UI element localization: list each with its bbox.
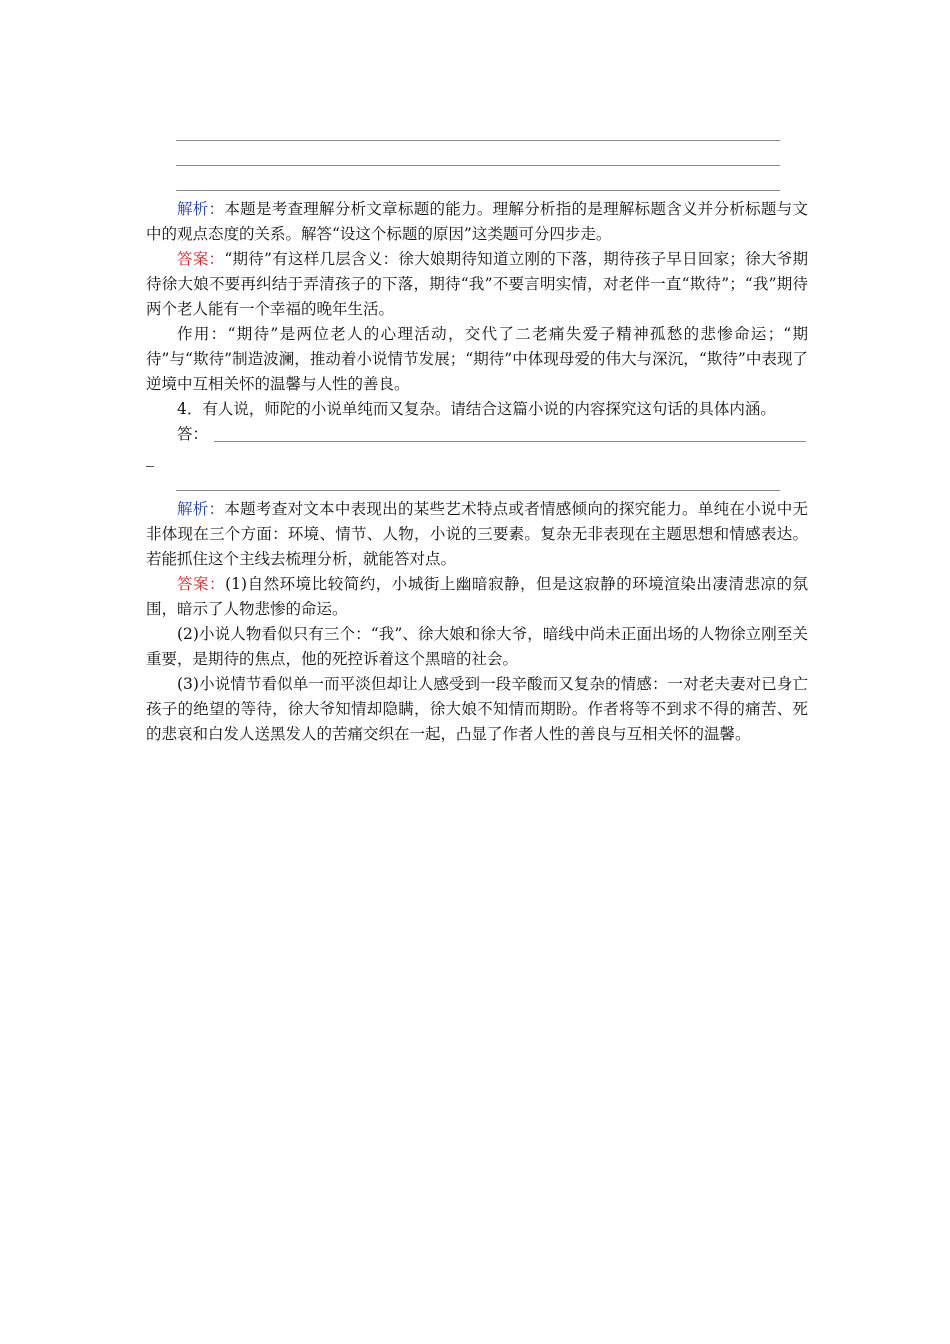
answer-point-3 — [146, 672, 808, 747]
question-4 — [146, 397, 808, 422]
answer-paragraph-1 — [146, 247, 808, 322]
answer-text-2: (2)小说人物看似只有三个：“我”、徐大娘和徐大爷，暗线中尚未正面出场的人物徐立刚至关重要，是期待的焦点，他的死控诉着这个黑暗的社会。 — [146, 625, 808, 668]
analysis-paragraph-1 — [146, 197, 808, 247]
answer-blank-line — [176, 490, 780, 491]
answer-blank-line — [214, 441, 806, 442]
answer-label: 答案： — [177, 250, 225, 268]
analysis-text: 本题是考查理解分析文章标题的能力。理解分析指的是理解标题含义并分析标题与文中的观点态度的关系。解答“设这个标题的原因”这类题可分四步走。 — [146, 200, 808, 243]
answer-label: 答案： — [177, 575, 226, 593]
answer-text-3: (3)小说情节看似单一而平淡但却让人感受到一段辛酸而又复杂的情感：一对老夫妻对已身亡孩子的绝望的等待，徐大爷知情却隐瞒，徐大娘不知情而期盼。作者将等不到求不得的痛苦、死的悲哀和白发人送黑发人的苦痛交织在一起，凸显了作者人性的善良与互相关怀的温馨。 — [146, 675, 808, 743]
answer-blank-line — [176, 140, 780, 141]
analysis-text: 本题考查对文本中表现出的某些艺术特点或者情感倾向的探究能力。单纯在小说中无非体现在三个方面：环境、情节、人物，小说的三要素。复杂无非表现在主题思想和情感表达。若能抓住这个主线去梳理分析，就能答对点。 — [146, 500, 808, 568]
line-continuation-mark — [146, 466, 154, 467]
analysis-paragraph-2 — [146, 497, 808, 572]
answer-blank-line — [176, 165, 780, 166]
answer-text: “期待”有这样几层含义：徐大娘期待知道立刚的下落，期待孩子早日回家；徐大爷期待徐大娘不要再纠结于弄清孩子的下落，期待“我”不要言明实情，对老伴一直“欺待”；“我”期待两个老人能有一个幸福的晚年生活。 — [146, 250, 808, 318]
answer-blank-line — [176, 190, 780, 191]
answer-text-1: (1)自然环境比较简约，小城街上幽暗寂静，但是这寂静的环境渲染出凄清悲凉的氛围，暗示了人物悲惨的命运。 — [146, 575, 808, 618]
function-text: 作用：“期待”是两位老人的心理活动，交代了二老痛失爱子精神孤愁的悲惨命运；“期待”与“欺待”制造波澜，推动着小说情节发展；“期待”中体现母爱的伟大与深沉，“欺待”中表现了逆境中互相关怀的温馨与人性的善良。 — [146, 325, 808, 393]
question-4-text: 4．有人说，师陀的小说单纯而又复杂。请结合这篇小说的内容探究这句话的具体内涵。 — [177, 400, 776, 418]
answer-prompt — [146, 422, 808, 447]
analysis-label: 解析： — [177, 200, 225, 218]
answer-prompt-text: 答： — [177, 425, 209, 443]
answer-point-2 — [146, 622, 808, 672]
answer-paragraph-2 — [146, 572, 808, 622]
function-paragraph — [146, 322, 808, 397]
analysis-label: 解析： — [177, 500, 225, 518]
